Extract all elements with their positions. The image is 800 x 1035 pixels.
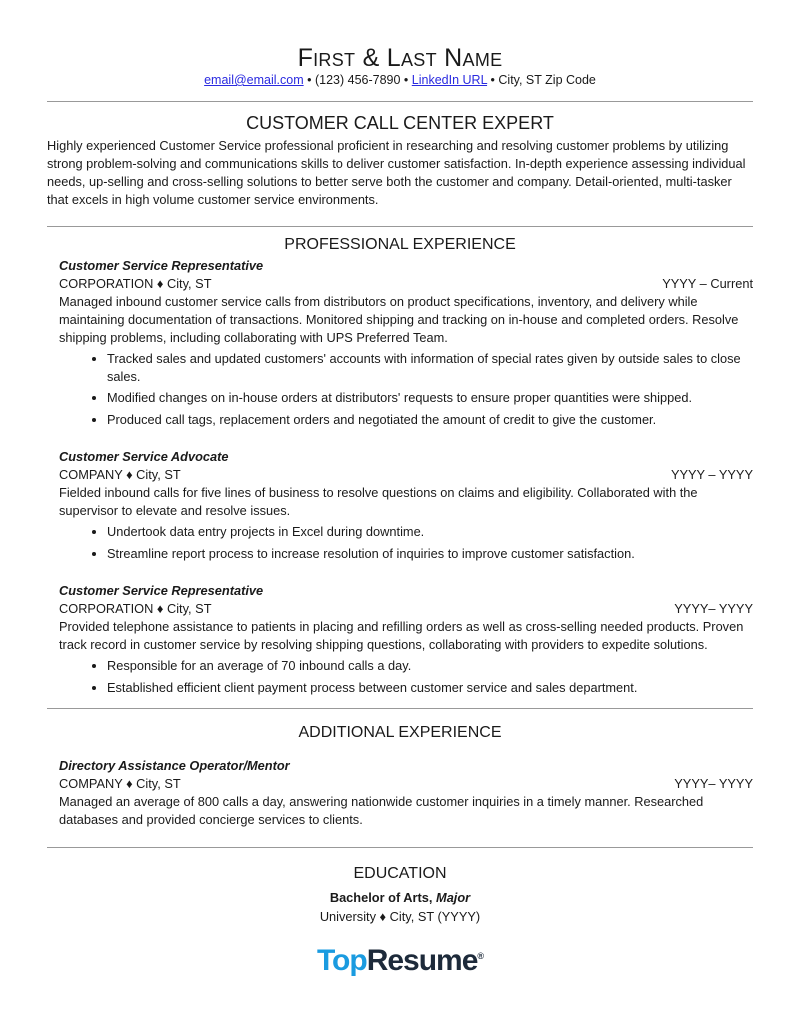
candidate-name: First & Last Name [297,44,503,72]
topresume-logo: TopResume® [316,944,484,977]
bullet-item: • Streamline report process to increase resolution of inquiries to improve customer satisfaction. [107,545,753,563]
bullet-item: • Produced call tags, replacement orders and negotiated the amount of credit to give the customer. [107,411,753,429]
bullet-item: • Tracked sales and updated customers' accounts with information of special rates given by outside sales to close sales. [107,350,753,385]
job-title: Customer Service Representative [59,583,264,598]
job-entry [47,257,753,428]
school: University ♦ City, ST (YYYY) [319,909,481,924]
job-title: Customer Service Advocate [59,449,229,464]
section-heading-additional: ADDITIONAL EXPERIENCE [298,724,502,741]
job-entry [47,582,753,696]
company: COMPANY ♦ City, ST [59,776,181,791]
contact-line: email@email.com • (123) 456-7890 • LinkedIn URL • City, ST Zip Code [204,73,596,87]
major: Major [436,890,471,905]
linkedin-link[interactable]: LinkedIn URL [411,73,488,87]
job-dates: YYYY – YYYY [670,467,753,482]
job-description: Managed inbound customer service calls from distributors on product specifications, inventory, and delivery while maintaining documentation of transactions. Monitored shipping and tracking on in-house and completed orders. Resolve shipping problems, including collaborating with UPS Preferred Team. [59,294,739,345]
company: COMPANY ♦ City, ST [59,467,181,482]
job-entry [47,757,753,829]
job-title: Customer Service Representative [59,258,264,273]
bullet-list [59,350,753,428]
bullet-list [59,523,753,562]
phone: (123) 456-7890 [314,73,401,87]
job-dates: YYYY– YYYY [674,601,753,616]
job-dates: YYYY– YYYY [674,776,753,791]
job-entry [47,448,753,562]
job-description: Managed an average of 800 calls a day, answering nationwide customer inquiries in a timely manner. Researched databases and provided concierge services to clients. [59,794,704,827]
divider [47,226,753,227]
summary: Highly experienced Customer Service professional proficient in researching and resolving customer problems by utilizing strong problem-solving and communications skills to deliver customer satisfaction. In-depth experience assessing individual needs, up-selling and cross-selling solutions to better serve both the customer and company. Detail-oriented, multi-tasker that excels in high volume customer service environments. [47,138,746,207]
divider [47,708,753,709]
job-dates: YYYY – Current [662,276,753,291]
bullet-item: • Modified changes on in-house orders at distributors' requests to ensure proper quantities were shipped. [107,389,753,407]
section-heading-education: EDUCATION [353,865,447,882]
section-heading-professional: PROFESSIONAL EXPERIENCE [284,236,516,253]
email-link[interactable]: email@email.com [204,73,304,87]
location: City, ST Zip Code [498,73,596,87]
divider [47,101,753,102]
company: CORPORATION ♦ City, ST [59,601,212,616]
divider [47,847,753,848]
job-description: Provided telephone assistance to patients in placing and refilling orders as well as cross-selling needed products. Proven track record in customer service by resolving shipping questions, collaborating with providers to expedite solutions. [59,619,744,652]
degree: Bachelor of Arts, [329,890,433,905]
resume-title: CUSTOMER CALL CENTER EXPERT [246,113,554,133]
bullet-item: • Responsible for an average of 70 inbound calls a day. [107,657,753,675]
bullet-list [59,657,753,696]
education-entry [47,888,753,926]
job-description: Fielded inbound calls for five lines of business to resolve questions on claims and eligibility. Collaborated with the supervisor to elevate and resolve issues. [59,485,698,518]
bullet-item: • Undertook data entry projects in Excel during downtime. [107,523,753,541]
resume-page [47,0,753,978]
bullet-item: • Established efficient client payment process between customer service and sales department. [107,679,753,697]
job-title: Directory Assistance Operator/Mentor [59,758,290,773]
company: CORPORATION ♦ City, ST [59,276,212,291]
